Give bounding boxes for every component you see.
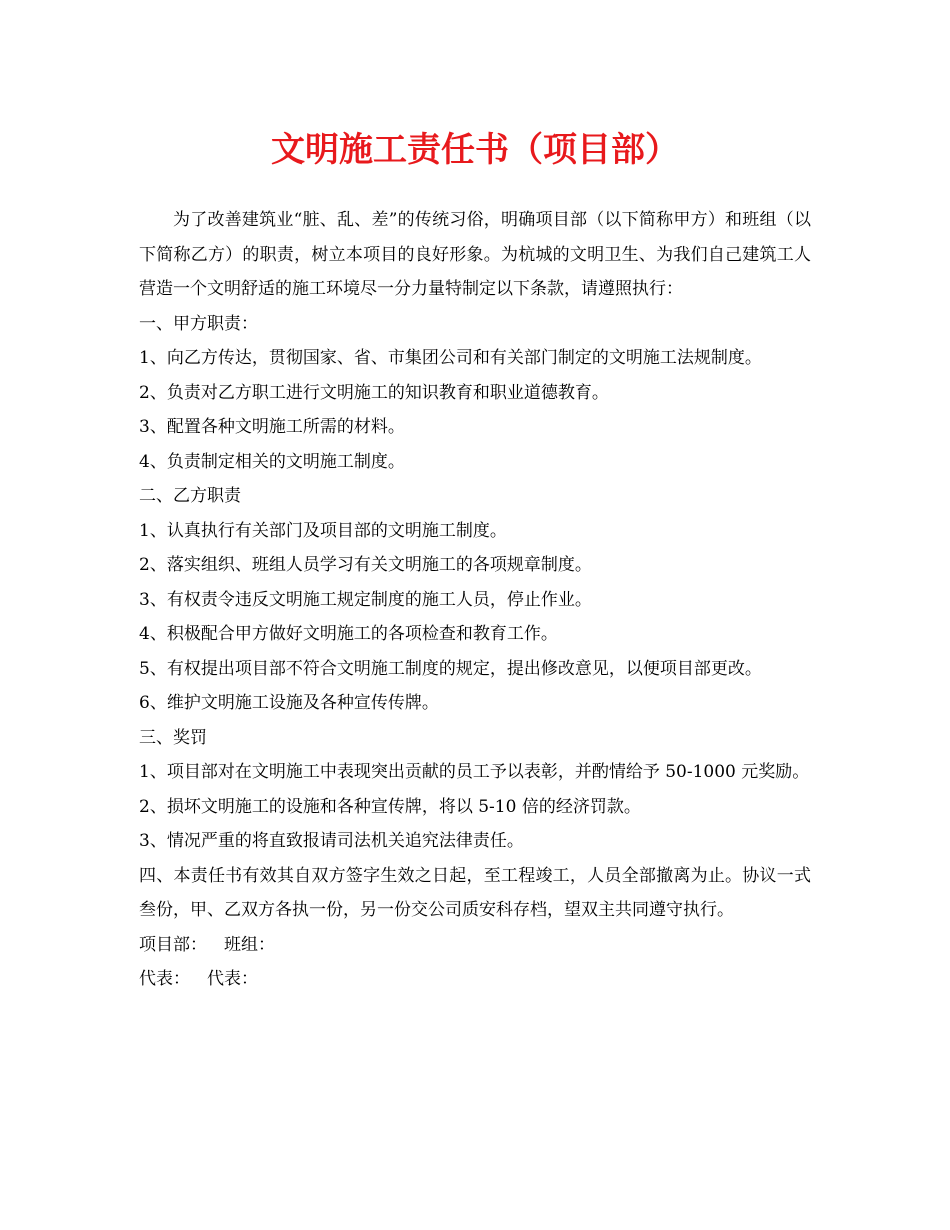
list-item: 4、积极配合甲方做好文明施工的各项检查和教育工作。 [139,624,558,644]
list-item: 6、维护文明施工设施及各种宣传传牌。 [139,693,439,713]
section-heading-rewards: 三、奖罚 [139,727,207,748]
document-body [139,203,811,997]
signature-line-representatives [139,962,811,997]
party-b-label: 班组： [224,934,275,955]
party-a-label: 项目部： [139,934,207,955]
section-heading-party-b: 二、乙方职责 [139,486,241,506]
list-item: 2、损坏文明施工的设施和各种宣传牌，将以 5-10 倍的经济罚款。 [139,796,641,817]
intro-paragraph: 为了改善建筑业“脏、乱、差”的传统习俗，明确项目部（以下简称甲方）和班组（以下简称乙方）的职责，树立本项目的良好形象。为杭城的文明卫生、为我们自己建筑工人营造一个文明舒适的施工环境尽一分力量特制定以下条款，请遵照执行： [139,210,811,299]
list-item: 2、落实组织、班组人员学习有关文明施工的各项规章制度。 [139,555,592,575]
list-item: 3、有权责令违反文明施工规定制度的施工人员，停止作业。 [139,589,592,610]
list-item: 2、负责对乙方职工进行文明施工的知识教育和职业道德教育。 [139,382,609,403]
signature-line-parties [139,928,811,963]
list-item: 3、情况严重的将直致报请司法机关追究法律责任。 [139,831,524,851]
list-item: 1、认真执行有关部门及项目部的文明施工制度。 [139,520,507,541]
section-heading-party-a: 一、甲方职责： [139,313,258,334]
document-title: 文明施工责任书（项目部） [271,130,679,170]
section-validity: 四、本责任书有效其自双方签字生效之日起，至工程竣工，人员全部撤离为止。协议一式叁份，甲、乙双方各执一份，另一份交公司质安科存档，望双主共同遵守执行。 [139,865,811,920]
list-item: 1、项目部对在文明施工中表现突出贡献的员工予以表彰，并酌情给予 50-1000 元奖励。 [139,762,810,782]
list-item: 3、配置各种文明施工所需的材料。 [139,417,405,437]
list-item: 4、负责制定相关的文明施工制度。 [139,451,405,472]
representative-a-label: 代表： [139,969,190,989]
representative-b-label: 代表： [207,969,258,989]
list-item: 5、有权提出项目部不符合文明施工制度的规定，提出修改意见，以便项目部更改。 [139,658,762,679]
list-item: 1、向乙方传达，贯彻国家、省、市集团公司和有关部门制定的文明施工法规制度。 [139,348,762,368]
